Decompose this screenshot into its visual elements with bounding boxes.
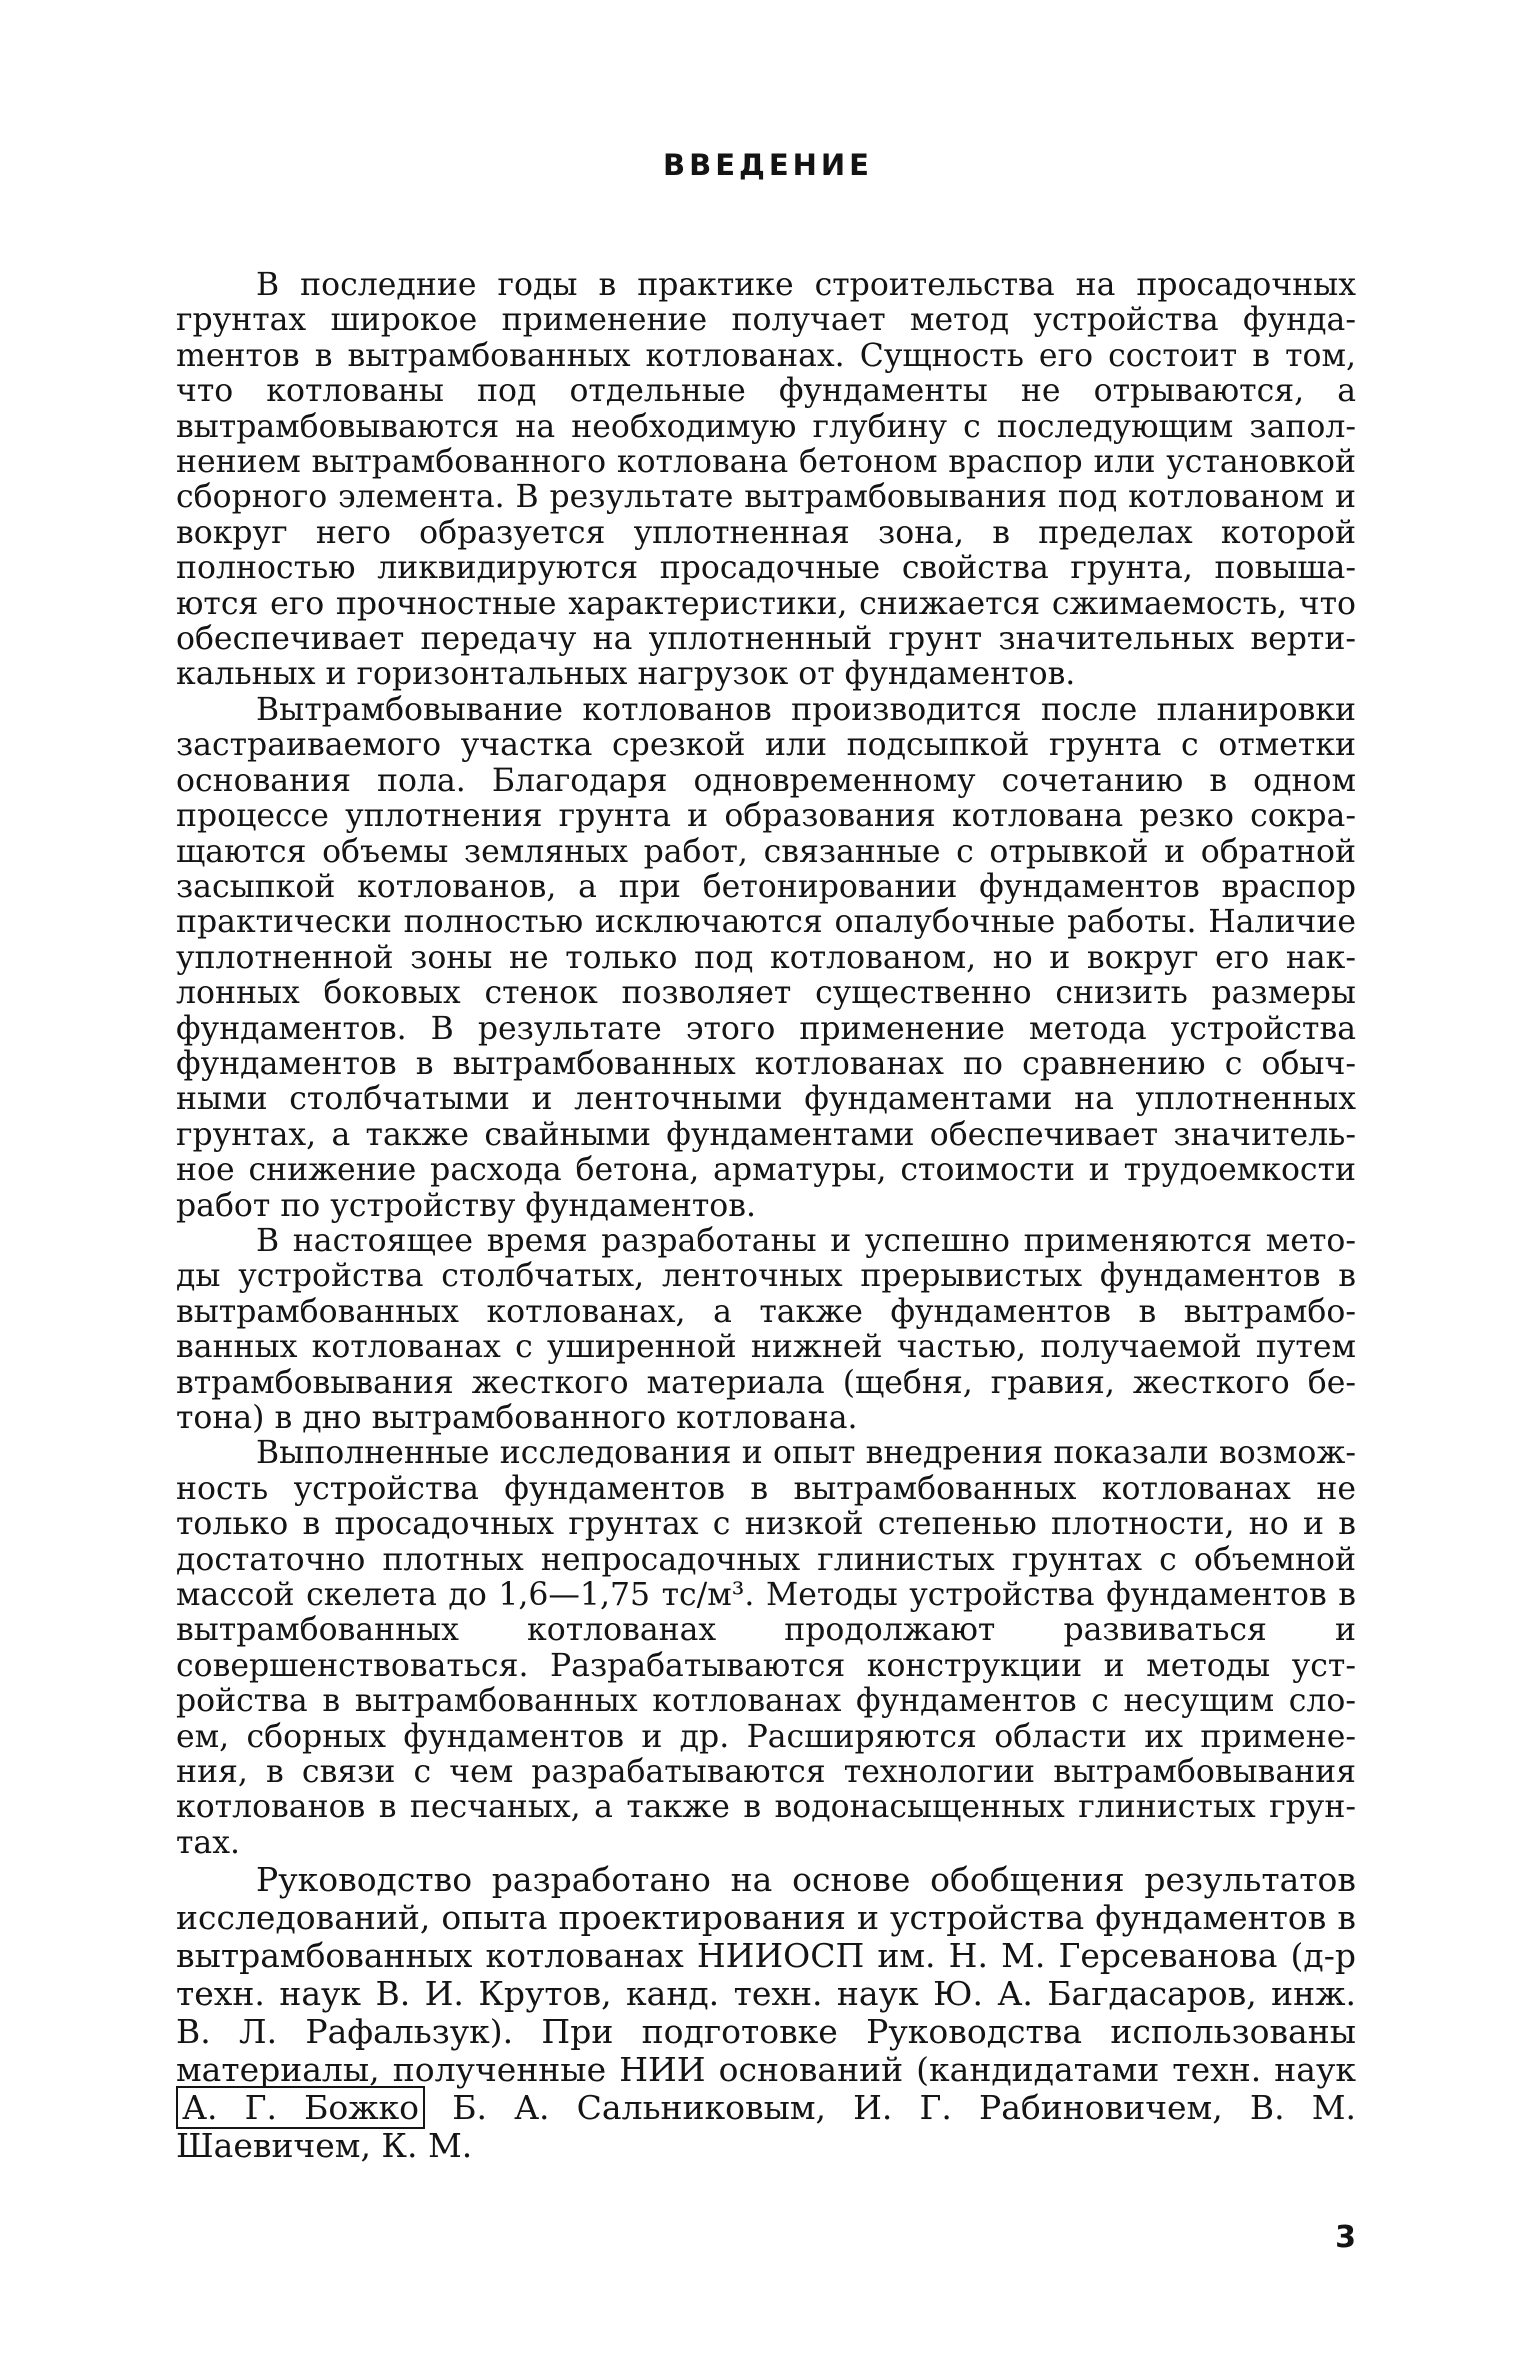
- page-title: ВВЕДЕНИЕ: [662, 148, 873, 182]
- paragraph-5: [176, 1861, 1356, 2165]
- body-text: [176, 268, 1356, 2165]
- paragraph-5-text: Руководство разработано на основе обобщения результатов исследований, опыта проектирования и устройства фундаментов в вытрамбованных котлованах НИИОСП им. Н. М. Герсеванова (д-р техн. наук В. И. Крутов, канд. техн. наук Ю. А. Багдасаров, инж. В. Л. Рафальзук). При подготовке Руководства использованы материалы, полученные НИИ оснований (кандидатами техн. наук: [176, 1860, 1356, 2090]
- page-number: 3: [1335, 2220, 1356, 2255]
- boxed-author-name: А. Г. Божко: [176, 2086, 425, 2129]
- paragraph-5-continuation: Б. А. Сальниковым, И. Г. Рабиновичем, В. М. Шаевичем, К. М.: [176, 2088, 1356, 2166]
- paragraph-4: Выполненные исследования и опыт внедрения показали возможность устройства фундаментов в вытрамбованных котлованах не только в просадочных грунтах с низкой степенью плотности, но и в достаточно плотных непросадочных глинистых грунтах с объемной массой скелета до 1,6—1,75 тс/м³. Методы устройства фундаментов в вытрамбованных котлованах продолжают развиваться и совершенствоваться. Разрабатываются конструкции и методы устройства в вытрамбованных котлованах фундаментов с несущим слоем, сборных фундаментов и др. Расширяются области их применения, в связи с чем разрабатываются технологии вытрамбовывания котлованов в песчаных, а также в водонасыщенных глинистых грунтах.: [176, 1435, 1356, 1861]
- paragraph-2: Вытрамбовывание котлованов производится после планировки застраиваемого участка срезкой или подсыпкой грунта с отметки основания пола. Благодаря одновременному сочетанию в одном процессе уплотнения грунта и образования котлована резко сокращаются объемы земляных работ, связанные с отрывкой и обратной засыпкой котлованов, а при бетонировании фундаментов враспор практически полностью исключаются опалубочные работы. Наличие уплотненной зоны не только под котлованом, но и вокруг его наклонных боковых стенок позволяет существенно снизить размеры фундаментов. В результате этого применение метода устройства фундаментов в вытрамбованных котлованах по сравнению с обычными столбчатыми и ленточными фундаментами на уплотненных грунтах, а также свайными фундаментами обеспечивает значительное снижение расхода бетона, арматуры, стоимости и трудоемкости работ по устройству фундаментов.: [176, 691, 1356, 1224]
- paragraph-1: В последние годы в практике строительства на просадочных грунтах широкое применение получает метод устройства фундаmентов в вытрамбованных котлованах. Сущность его состоит в том, что котлованы под отдельные фундаменты не отрываются, а вытрамбовываются на необходимую глубину с последующим заполнением вытрамбованного котлована бетоном враспор или установкой сборного элемента. В результате вытрамбовывания под котлованом и вокруг него образуется уплотненная зона, в пределах которой полностью ликвидируются просадочные свойства грунта, повышаются его прочностные характеристики, снижается сжимаемость, что обеспечивает передачу на уплотненный грунт значительных вертикальных и горизонтальных нагрузок от фундаментов.: [176, 267, 1356, 693]
- paragraph-3: В настоящее время разработаны и успешно применяются методы устройства столбчатых, ленточных прерывистых фундаментов в вытрамбованных котлованах, а также фундаментов в вытрамбованных котлованах с уширенной нижней частью, получаемой путем втрамбовывания жесткого материала (щебня, гравия, жесткого бетона) в дно вытрамбованного котлована.: [176, 1222, 1356, 1436]
